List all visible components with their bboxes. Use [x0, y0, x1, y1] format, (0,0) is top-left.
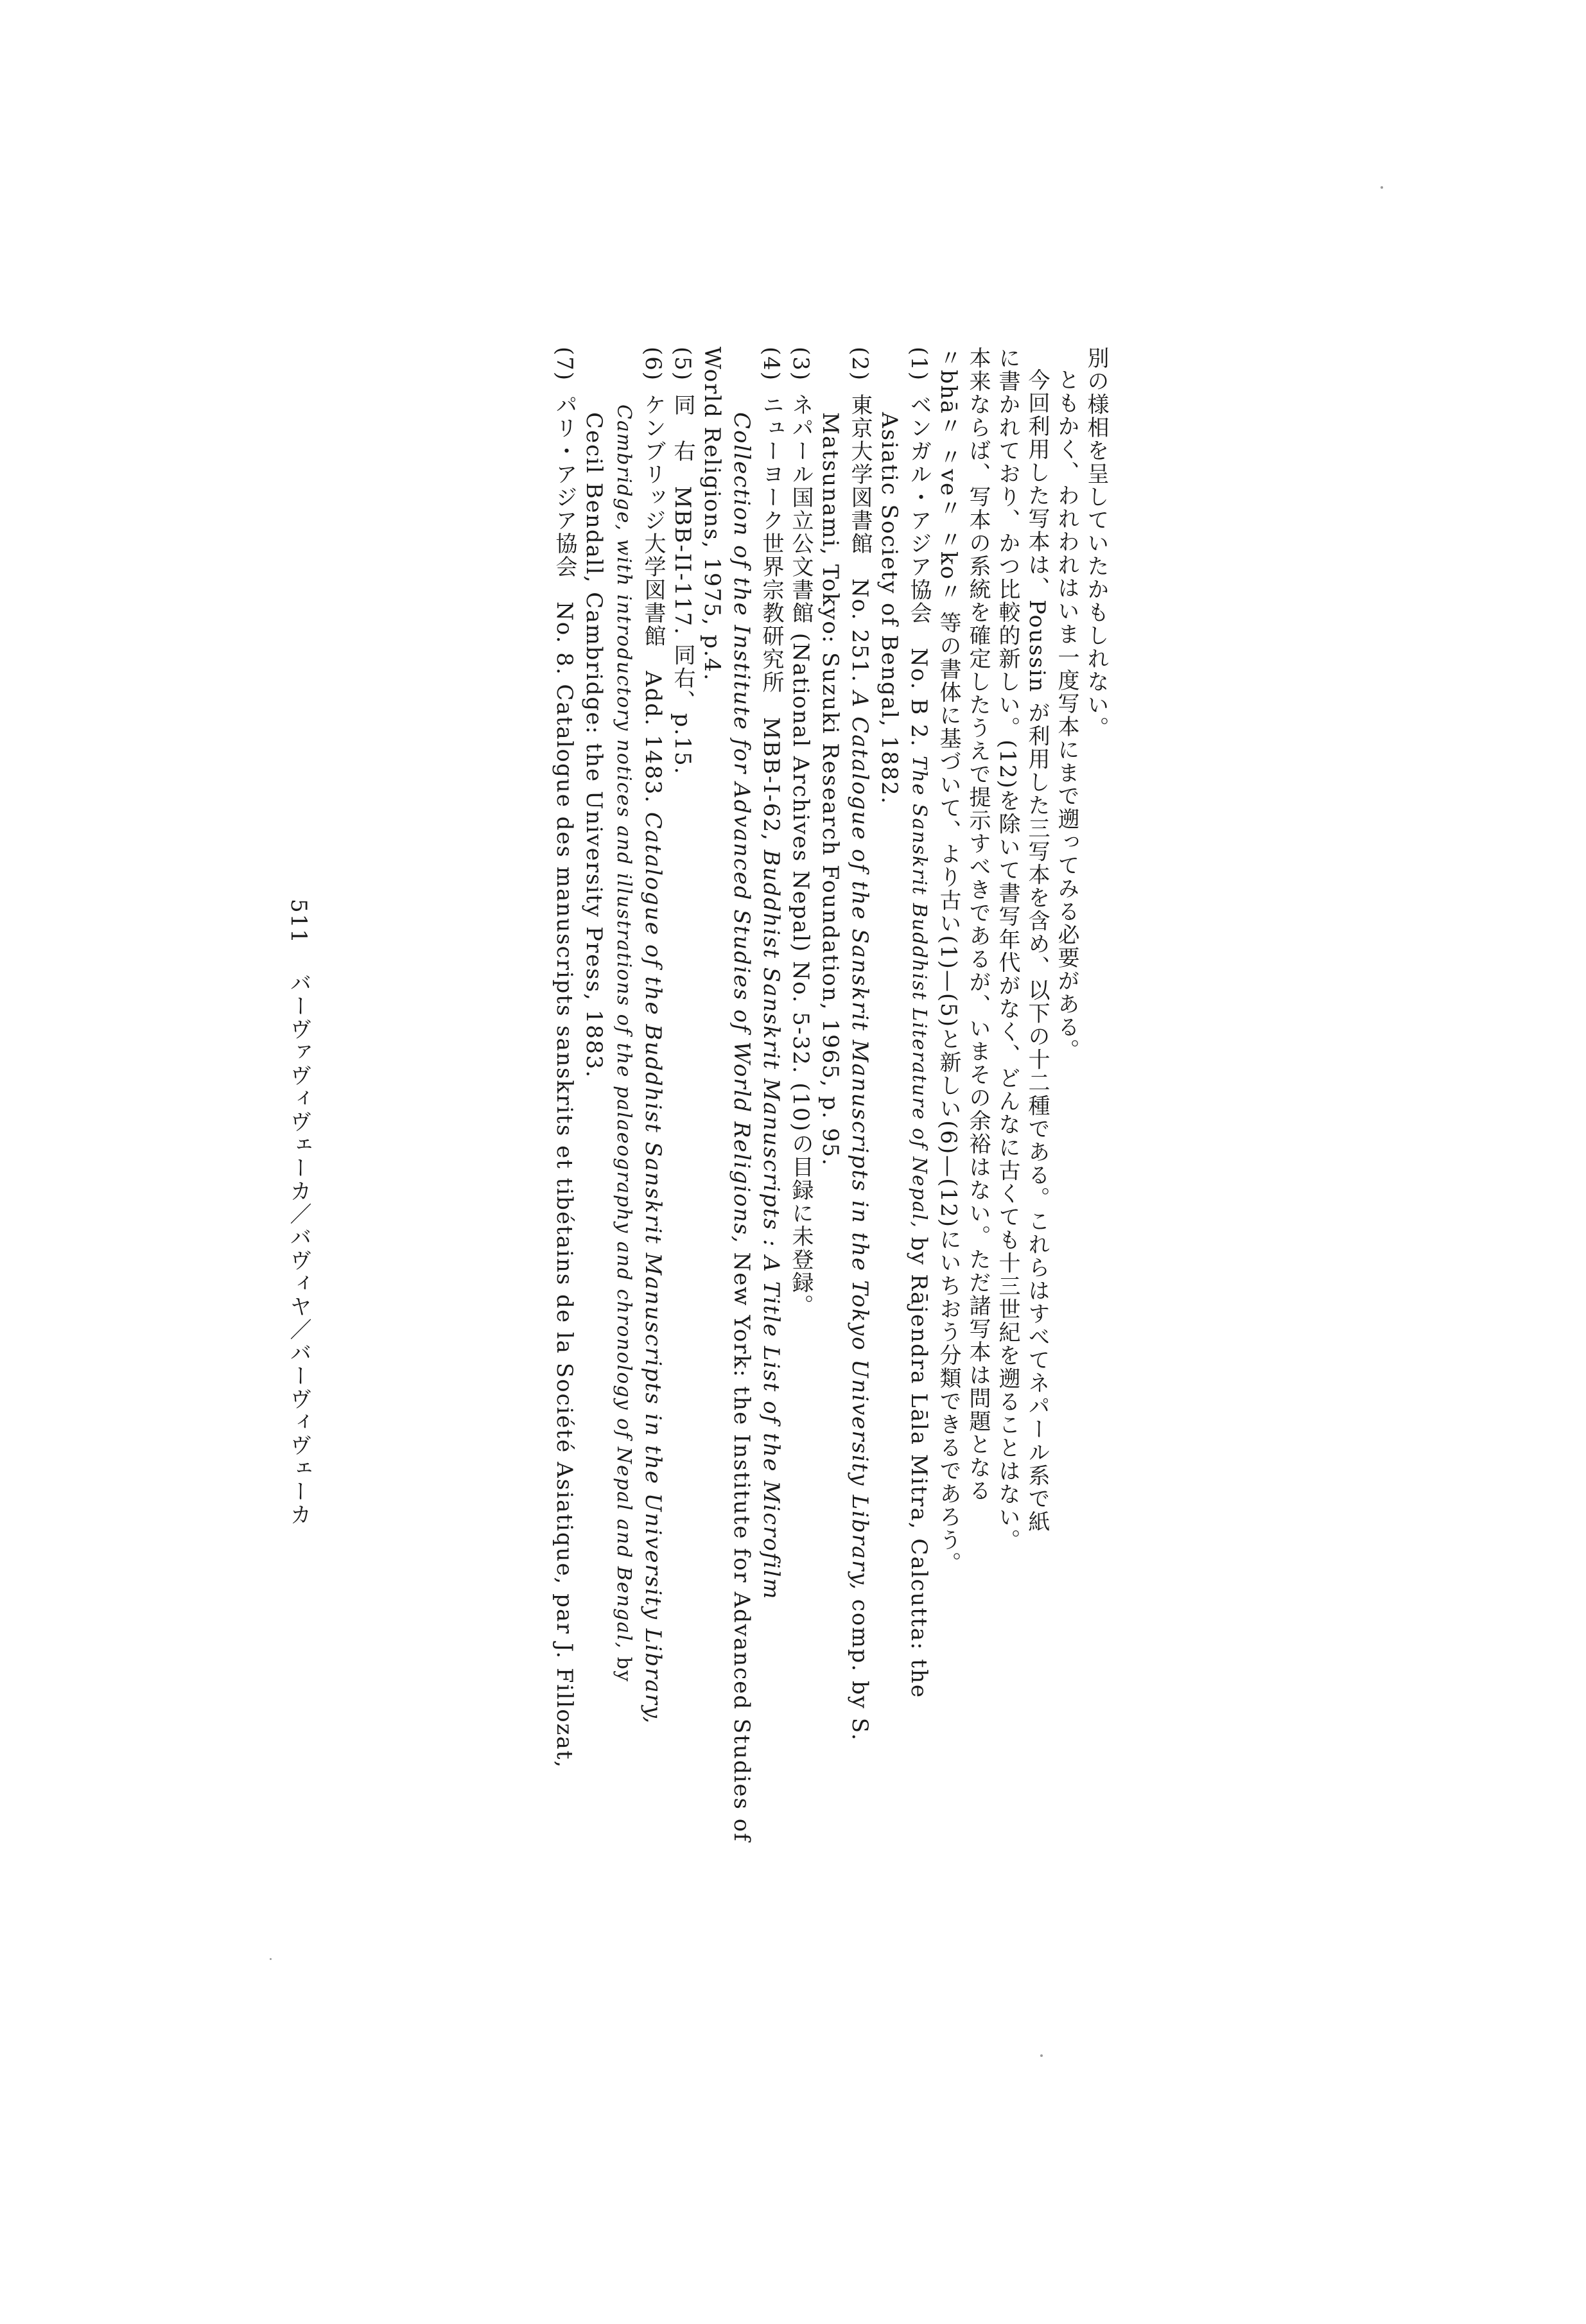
note-text-after: by Rājendra Lāla Mitra, Calcutta: the: [906, 1228, 932, 1699]
running-title: バーヴァヴィヴェーカ／バヴィヤ／バーヴィヴェーカ: [286, 971, 311, 1527]
note-1: [904, 347, 934, 1699]
note-title: Catalogue of the Buddhist Sanskrit Manuscripts in the University Library,: [640, 811, 666, 1725]
dust-speck: [1381, 186, 1383, 189]
note-text-after: comp. by S.: [847, 1591, 873, 1742]
note-title: The Sanskrit Buddhist Literature of Nepal,: [908, 756, 930, 1229]
note-title: A Catalogue of the Sanskrit Manuscripts in the Tokyo University Library,: [847, 691, 873, 1591]
note-text-cont: by: [613, 1649, 635, 1683]
dust-speck: [1040, 2054, 1043, 2057]
note-2: [845, 347, 875, 1742]
page-number: 511: [286, 899, 311, 944]
note-text: 同 右 MBB-II-117. 同右、p.15.: [670, 393, 695, 776]
note-6-continuation: [609, 347, 638, 1683]
note-5: [668, 347, 697, 1310]
main-text-block: [225, 347, 1111, 1843]
note-6: [638, 347, 668, 1725]
note-text: パリ・アジア協会 No. 8. Catalogue des manuscripts sanskrits et tibétains de la Société Asiatique, par J. Fillozat,: [552, 393, 577, 1769]
note-text: 東京大学図書館 No. 251.: [847, 393, 873, 691]
note-text: ケンブリッジ大学図書館 Add. 1483.: [640, 393, 666, 812]
note-text: ネパール国立公文書館 (National Archives Nepal) No. 5-32. (10)の目録に未登録。: [788, 393, 814, 1318]
note-4: [756, 347, 786, 1600]
note-number: (7): [552, 347, 577, 382]
note-3: [786, 347, 815, 1318]
note-title: Buddhist Sanskrit Manuscripts : A Title List of the Microfilm: [758, 849, 784, 1600]
note-text: ベンガル・アジア協会 No. B 2.: [906, 393, 932, 756]
note-number: (3): [788, 347, 814, 382]
body-line-5: 本来ならば、写本の系統を確定したうえで提示すべきであるが、いまその余裕はない。ただ諸写本は問題となる: [965, 347, 991, 1502]
note-4-continuation: [727, 347, 756, 1843]
body-line-4: に書かれており、かつ比較的新しい。(12)を除いて書写年代がなく、どんなに古くても十三世紀を遡ることはない。: [995, 347, 1020, 1552]
note-number: (4): [758, 347, 784, 382]
note-text-cont: New York: the Institute for Advanced Studies of: [729, 1244, 754, 1843]
note-number: (6): [640, 347, 666, 382]
note-text: ニューヨーク世界宗教研究所 MBB-I-62,: [758, 393, 784, 850]
note-number: (1): [906, 347, 932, 382]
note-2-continuation: Matsunami, Tokyo: Suzuki Research Foundation, 1965, p. 95.: [817, 412, 843, 1167]
note-7: [550, 347, 579, 1769]
body-line-2: ともかく、われわれはいま一度写本にまで遡ってみる必要がある。: [1054, 369, 1079, 1062]
note-title-cont: Collection of the Institute for Advanced Studies of World Religions,: [729, 412, 754, 1244]
note-4-continuation-2: World Religions, 1975, p.4.: [699, 347, 725, 682]
body-line-1: 別の様相を呈していたかもしれない。: [1083, 347, 1109, 740]
note-1-continuation: Asiatic Society of Bengal, 1882.: [876, 412, 902, 805]
body-line-3: 今回利用した写本は、Poussin が利用した三写本を含め、以下の十二種である。これらはすべてネパール系で紙: [1024, 369, 1050, 1534]
note-title-cont: Cambridge, with introductory notices and illustrations of the palaeography and chronology of Nepal and Bengal,: [613, 404, 635, 1650]
body-line-6: 〃bhā〃 〃ve〃 〃ko〃 等の書体に基づいて、より古い(1)—(5)と新しい(6)—(12)にいちおう分類できるであろう。: [936, 347, 961, 1575]
page-footer: [276, 899, 315, 1527]
note-number: (2): [847, 347, 873, 382]
note-number: (5): [670, 347, 695, 382]
dust-speck: [270, 1958, 272, 1960]
note-6-continuation-2: Cecil Bendall, Cambridge: the University Press, 1883.: [581, 412, 607, 1079]
